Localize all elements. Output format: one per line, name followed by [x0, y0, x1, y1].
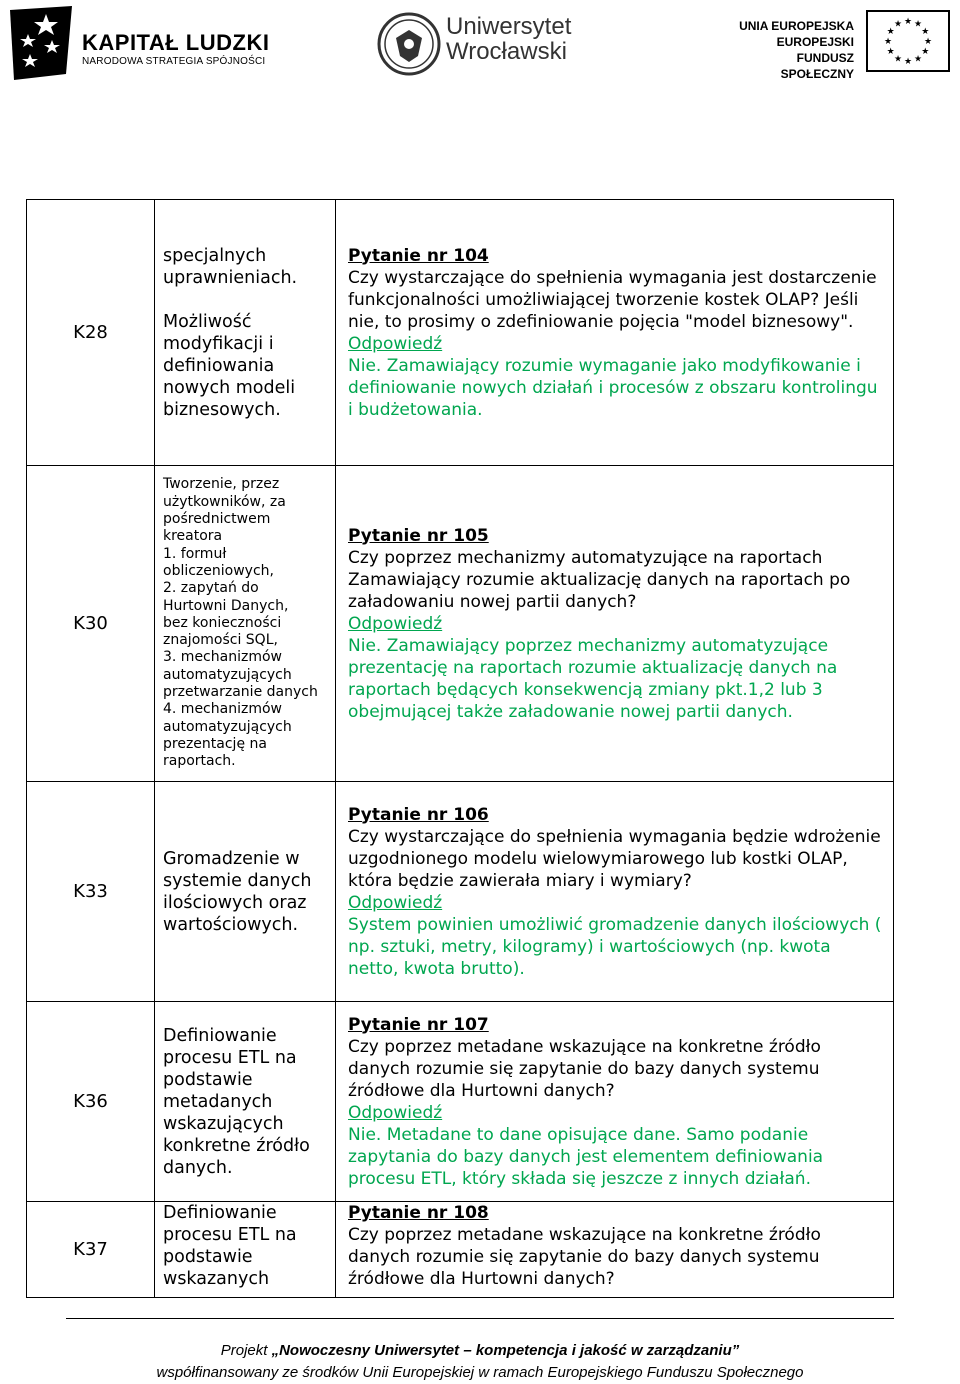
- eu-star-icon: ★: [893, 19, 903, 30]
- eu-label: [722, 18, 854, 82]
- requirement-description: [155, 1202, 336, 1298]
- answer-body: Nie. Zamawiający rozumie wymaganie jako modyfikowanie i definiowanie nowych działań i procesów z obszaru kontrolingu i budżetowania.: [348, 355, 878, 420]
- question-body: Czy poprzez metadane wskazujące na konkretne źródło danych rozumie się zapytanie do bazy danych systemu źródłowe dla Hurtowni danych?: [348, 1036, 821, 1101]
- eu-star-icon: ★: [923, 37, 933, 47]
- description-line: wskazanych: [163, 1269, 270, 1289]
- university-name-line1: Uniwersytet: [446, 13, 572, 40]
- description-line: wskazujących: [163, 1113, 284, 1134]
- eu-star-icon: ★: [921, 27, 930, 37]
- eu-label-line3: FUNDUSZ SPOŁECZNY: [780, 51, 854, 81]
- eu-star-icon: ★: [913, 19, 923, 30]
- question-title: Pytanie nr 106: [348, 804, 489, 825]
- eu-star-icon: ★: [913, 54, 923, 65]
- description-line: 3. mechanizmów: [163, 649, 282, 666]
- description-line: Definiowanie: [163, 1025, 277, 1046]
- eu-flag-icon: [866, 10, 950, 72]
- description-line: bez konieczności: [163, 614, 282, 631]
- question-cell: [336, 1202, 894, 1298]
- question-cell: [336, 200, 894, 466]
- description-line: Hurtowni Danych,: [163, 597, 289, 614]
- requirement-code: K33: [27, 782, 155, 1002]
- answer-body: Nie. Zamawiający poprzez mechanizmy automatyzujące prezentację na raportach rozumie aktualizację danych na raportach będących konsekwencją zmiany pkt.1,2 lub 3 obejmującej także załadowanie nowej partii danych.: [348, 635, 838, 722]
- question-body: Czy wystarczające do spełnienia wymagania będzie wdrożenie uzgodnionego modelu wielowymiarowego lub kostki OLAP, która będzie zawierała miary i wymiary?: [348, 826, 881, 891]
- description-line: podstawie: [163, 1247, 253, 1267]
- answer-body: Nie. Metadane to dane opisujące dane. Samo podanie zapytania do bazy danych jest elementem definiowania procesu ETL, który składa się jeszcze z innych działań.: [348, 1124, 824, 1189]
- description-line: ilościowych oraz: [163, 892, 307, 913]
- description-line: procesu ETL na: [163, 1225, 297, 1245]
- requirement-code: K30: [27, 466, 155, 782]
- description-line: raportach.: [163, 753, 236, 770]
- eu-star-icon: ★: [921, 47, 930, 57]
- requirement-description: [155, 1002, 336, 1202]
- eu-star-icon: ★: [883, 37, 893, 47]
- description-line: 1. formuł: [163, 545, 227, 562]
- question-title: Pytanie nr 108: [348, 1203, 489, 1223]
- description-line: nowych modeli: [163, 377, 296, 398]
- eu-label-line2: EUROPEJSKI: [776, 35, 854, 49]
- description-line: danych.: [163, 1157, 233, 1178]
- description-line: pośrednictwem: [163, 511, 271, 528]
- eu-star-icon: ★: [903, 17, 913, 27]
- description-line: Tworzenie, przez: [163, 476, 280, 493]
- description-line: prezentację na: [163, 735, 267, 752]
- requirement-description: [155, 782, 336, 1002]
- description-line: systemie danych: [163, 870, 312, 891]
- table-row: [27, 782, 894, 1002]
- description-line: Gromadzenie w: [163, 848, 300, 869]
- eu-label-line1: UNIA EUROPEJSKA: [739, 19, 854, 33]
- footer-project-name: „Nowoczesny Uniwersytet – kompetencja i jakość w zarządzaniu”: [271, 1342, 740, 1359]
- requirement-code: K37: [27, 1202, 155, 1298]
- eu-star-icon: ★: [893, 54, 903, 65]
- description-line: Definiowanie: [163, 1203, 277, 1223]
- description-line: automatyzujących: [163, 666, 292, 683]
- eu-star-icon: ★: [886, 47, 895, 57]
- question-title: Pytanie nr 105: [348, 525, 489, 546]
- description-line: modyfikacji i: [163, 333, 274, 354]
- description-line: definiowania: [163, 355, 275, 376]
- description-line: 2. zapytań do: [163, 580, 259, 597]
- question-title: Pytanie nr 107: [348, 1014, 489, 1035]
- kapital-ludzki-title: KAPITAŁ LUDZKI: [82, 30, 270, 55]
- university-name: [446, 14, 571, 64]
- description-line: uprawnieniach.: [163, 267, 298, 288]
- description-line: biznesowych.: [163, 399, 281, 420]
- description-line: użytkowników, za: [163, 493, 286, 510]
- footer-prefix: Projekt: [220, 1342, 272, 1359]
- requirement-description: [155, 466, 336, 782]
- requirement-code: K36: [27, 1002, 155, 1202]
- description-line: przetwarzanie danych: [163, 684, 318, 701]
- description-line: znajomości SQL,: [163, 632, 278, 649]
- table-row: [27, 1202, 894, 1298]
- footer-line1: [0, 1340, 960, 1362]
- eu-star-icon: ★: [886, 27, 895, 37]
- description-line: specjalnych: [163, 245, 267, 266]
- description-line: obliczeniowych,: [163, 562, 274, 579]
- description-line: [163, 289, 331, 311]
- footer-line2: współfinansowany ze środków Unii Europejskiej w ramach Europejskiego Funduszu Społecznego: [156, 1364, 804, 1381]
- table-row: [27, 1002, 894, 1202]
- answer-label: Odpowiedź: [348, 333, 443, 354]
- description-line: metadanych: [163, 1091, 273, 1112]
- description-line: 4. mechanizmów: [163, 701, 282, 718]
- description-line: Możliwość: [163, 311, 252, 332]
- answer-body: System powinien umożliwić gromadzenie danych ilościowych ( np. sztuki, metry, kilogramy) i wartościowych (np. kwota netto, kwota brutto).: [348, 914, 882, 979]
- university-seal-icon: [376, 8, 446, 78]
- description-line: wartościowych.: [163, 914, 299, 935]
- question-body: Czy poprzez metadane wskazujące na konkretne źródło danych rozumie się zapytanie do bazy danych systemu źródłowe dla Hurtowni danych?: [348, 1225, 821, 1289]
- page-header: [0, 0, 960, 90]
- description-line: podstawie: [163, 1069, 253, 1090]
- university-name-line2: Wrocławski: [446, 38, 567, 65]
- question-body: Czy wystarczające do spełnienia wymagania jest dostarczenie funkcjonalności umożliwiającej tworzenie kostek OLAP? Jeśli nie, to prosimy o zdefiniowanie pojęcia "model biznesowy".: [348, 267, 877, 332]
- eu-star-icon: ★: [903, 57, 913, 67]
- question-cell: [336, 782, 894, 1002]
- question-cell: [336, 466, 894, 782]
- page-footer: [0, 1340, 960, 1384]
- answer-label: Odpowiedź: [348, 892, 443, 913]
- answer-label: Odpowiedź: [348, 1102, 443, 1123]
- kapital-ludzki-subtitle: NARODOWA STRATEGIA SPÓJNOŚCI: [82, 56, 266, 67]
- table-row: [27, 466, 894, 782]
- description-line: procesu ETL na: [163, 1047, 297, 1068]
- question-title: Pytanie nr 104: [348, 245, 489, 266]
- requirement-description: [155, 200, 336, 466]
- requirement-code: K28: [27, 200, 155, 466]
- question-cell: [336, 1002, 894, 1202]
- description-line: kreatora: [163, 528, 223, 545]
- table-row: [27, 200, 894, 466]
- footer-divider: [66, 1318, 894, 1319]
- description-line: konkretne źródło: [163, 1135, 310, 1156]
- requirements-table: [26, 199, 894, 1298]
- question-body: Czy poprzez mechanizmy automatyzujące na raportach Zamawiający rozumie aktualizację danych na raportach po załadowaniu nowej partii danych?: [348, 547, 851, 612]
- description-line: automatyzujących: [163, 718, 292, 735]
- answer-label: Odpowiedź: [348, 613, 443, 634]
